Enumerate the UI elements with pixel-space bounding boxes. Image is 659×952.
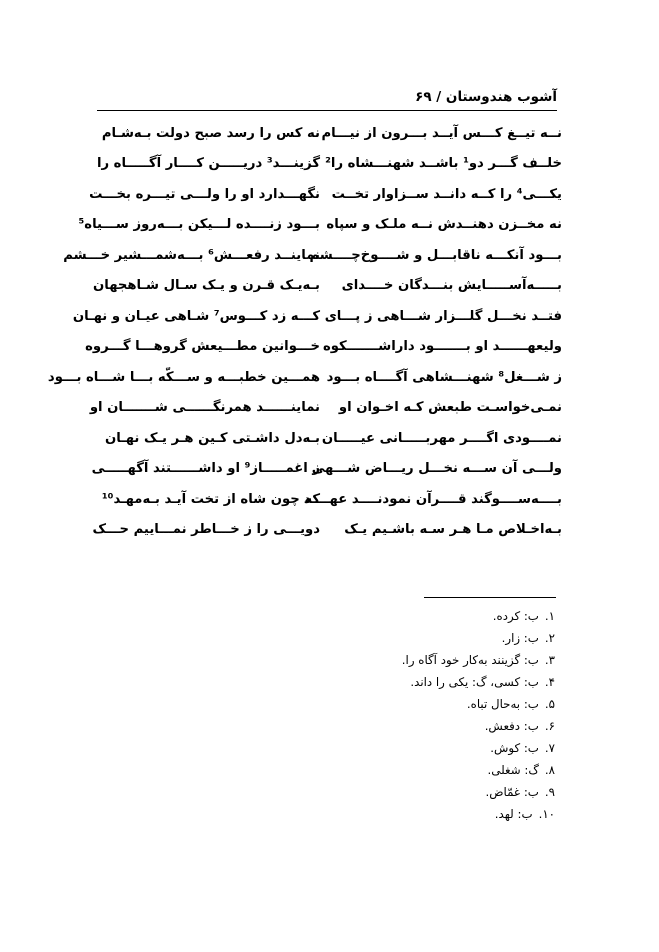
footnote-text: گ: شغلی.: [487, 763, 539, 777]
left-hemistich: دویـــی را ز خـــاطر نمـــاییم حـــک: [92, 522, 320, 538]
verse-row: [89, 393, 562, 424]
verse-row: [89, 179, 562, 210]
footnote-text: ب: به‌حال تباه.: [466, 697, 539, 711]
verse-row: [78, 210, 562, 241]
right-hemistich: بـه‌اخـلاص مـا هـر سـه باشـیم یـک: [344, 522, 562, 538]
footnote-number: ۶.: [544, 719, 555, 733]
left-hemistich: گزینـــد³ دریـــــن کــــار آگـــــاه را: [96, 156, 320, 172]
footnote-item: [402, 803, 555, 825]
footnote-text: ب: لهد.: [494, 807, 533, 821]
footnote-number: ۸.: [544, 763, 555, 777]
verse-row: [91, 454, 562, 485]
verse-row: [96, 149, 562, 180]
footnote-number: ۴.: [544, 675, 555, 689]
footnote-number: ۳.: [544, 653, 555, 667]
right-hemistich: بـــــه‌آســـــایش بنـــدگان خــــدای: [341, 278, 562, 294]
footnote-number: ۹.: [544, 785, 555, 799]
footnote-item: [402, 737, 555, 759]
right-hemistich: بـــود آنکـــه ناقابـــل و شــــوخ‌چــــشم: [309, 247, 562, 263]
right-hemistich: نــه تیــغ کـــس آیــد بـــرون از نیـــام: [321, 125, 562, 141]
footnote-text: ب: کرده.: [492, 609, 539, 623]
right-hemistich: خلــف گـــر دو¹ باشــد شهنـــشاه را²: [325, 156, 562, 172]
verse-row: [101, 118, 562, 149]
footnote-item: [402, 715, 555, 737]
right-hemistich: ولیعهــــــد او بـــــــود داراشـــــــکوه: [322, 339, 562, 355]
left-hemistich: که چون شاه از تخت آیـد بـه‌مهـد¹⁰: [101, 491, 320, 507]
verse-row: [85, 332, 562, 363]
footnote-number: ۷.: [544, 741, 555, 755]
left-hemistich: بـــود زنــــده لـــیکن بـــه‌روز ســـیاه⁵: [78, 217, 320, 233]
footnote-text: ب: زار.: [501, 631, 539, 645]
right-hemistich: نمـی‌خواسـت طبعش کـه اخـوان او: [338, 400, 562, 416]
right-hemistich: بــــه‌ســــوگند قــــرآن نمودنــــد عهــــد: [303, 491, 562, 507]
right-hemistich: ولـــی آن ســـه نخـــل ریـــاض شـــهی: [311, 461, 562, 477]
footnote-text: ب: گزینند به‌کار خود آگاه را.: [401, 653, 539, 667]
verse-row: [105, 423, 562, 454]
left-hemistich: بـه‌دل داشـتی کـین هـر یـک نهـان: [105, 430, 320, 446]
footnote-divider: [424, 597, 556, 598]
right-hemistich: نه مخــزن دهنــدش نــه ملـک و سپاه: [326, 217, 562, 233]
left-hemistich: کـــه زد کـــوس⁷ شـاهی عیـان و نهـان: [72, 308, 320, 324]
left-hemistich: نه کس را رسد صبح دولت بـه‌شـام: [101, 125, 320, 141]
right-hemistich: فتــد نخـــل گلـــزار شـــاهی ز پـــای: [324, 308, 562, 324]
footnote-number: ۱۰.: [538, 807, 555, 821]
verse-row: [63, 240, 562, 271]
footnote-item: [402, 759, 555, 781]
poem-body: [47, 118, 562, 545]
verse-row: [47, 362, 562, 393]
verse-row: [72, 301, 562, 332]
right-hemistich: یکـــی⁴ را کــه دانــد ســزاوار تخــت: [331, 186, 562, 202]
footnotes: [402, 605, 555, 825]
verse-row: [92, 515, 562, 546]
footnote-item: [402, 671, 555, 693]
left-hemistich: بـه‌یـک قـرن و یـک سـال شـاهجهان: [93, 278, 320, 294]
left-hemistich: نگهـــدارد او را ولـــی تیـــره بخـــت: [89, 186, 320, 202]
footnote-number: ۱.: [544, 609, 555, 623]
footnote-item: [402, 693, 555, 715]
verse-row: [93, 271, 562, 302]
footnote-item: [402, 781, 555, 803]
page-header: [97, 84, 557, 111]
right-hemistich: نمــــودی اگــــر مهربـــــانی عیـــــان: [321, 430, 562, 446]
footnote-item: [402, 627, 555, 649]
footnote-text: ب: کوش.: [490, 741, 539, 755]
footnote-text: ب: غمّاض.: [485, 785, 539, 799]
left-hemistich: نماینــد رفعـــش⁶ بـــه‌شمـــشیر خـــشم: [63, 247, 320, 263]
footnote-item: [402, 605, 555, 627]
footnote-number: ۵.: [544, 697, 555, 711]
page-title: آشوب هندوستان / ۶۹: [415, 89, 557, 105]
left-hemistich: نماینــــــد همرنگــــــی شـــــــان او: [89, 400, 320, 416]
right-hemistich: ز شـــغل⁸ شهنـــشاهی آگــــاه بـــود: [326, 369, 562, 385]
footnote-text: ب: دفعش.: [484, 719, 539, 733]
footnote-item: [402, 649, 555, 671]
left-hemistich: همـــین خطبـــه و ســـکّه بـــا شـــاه بـــود: [47, 369, 320, 385]
footnote-text: ب: کسی، گ: یکی را داند.: [410, 675, 539, 689]
left-hemistich: ز اغمـــــاز⁹ او داشــــــتند آگهـــــی: [91, 461, 320, 477]
footnote-number: ۲.: [544, 631, 555, 645]
left-hemistich: خـــوانین مطـــیعش گروهـــا گـــروه: [85, 339, 320, 355]
verse-row: [101, 484, 562, 515]
